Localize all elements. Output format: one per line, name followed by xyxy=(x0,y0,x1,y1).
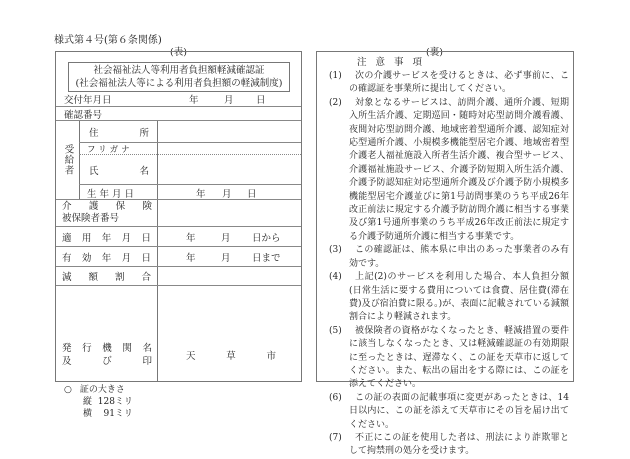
reduction-rate-row xyxy=(56,266,301,285)
insured-number-row xyxy=(56,199,301,226)
notice-item xyxy=(329,271,569,325)
notice-text: この確認証は、熊本県に申出のあった事業者のみ有効です。 xyxy=(349,245,569,269)
birth-day: 日 xyxy=(247,188,257,200)
card-title-line2: (社会福祉法人等による利用者負担額の軽減制度) xyxy=(75,78,283,89)
insured-number-label: 介 護 保 険 被保険者番号 xyxy=(62,201,152,224)
valid-year: 年 xyxy=(186,252,196,264)
front-side-label: (表) xyxy=(170,47,187,58)
notice-text: 上記(2)のサービスを利用した場合、本人負担分額(日常生活に要する費用については食費、居住費(滞在費)及び宿泊費に限る。)が、表面に記載されている減額割合により軽減されます。 xyxy=(349,272,569,323)
notice-item xyxy=(329,325,569,392)
issuer-name: 天 草 市 xyxy=(186,351,276,362)
name-row xyxy=(79,154,301,185)
notice-item xyxy=(329,244,569,271)
issue-date-label: 交付年月日 xyxy=(64,94,112,106)
notice-number: (4) xyxy=(329,272,342,283)
notice-text: 不正にこの証を使用した者は、刑法により詐欺罪として拘禁刑の処分を受けます。 xyxy=(349,432,569,457)
valid-date-label: 有 効 年 月 日 xyxy=(62,252,151,264)
notice-item xyxy=(329,70,569,97)
notice-item xyxy=(329,392,569,432)
furigana-label: フリガナ xyxy=(87,145,133,155)
front-card xyxy=(55,51,302,382)
birth-label: 生年月日 xyxy=(87,188,138,200)
notice-text: 対象となるサービスは、訪問介護、通所介護、短期入所生活介護、定期巡回・随時対応型訪問介護看護、夜間対応型訪問介護、地域密着型通所介護、認知症対応型通所介護、小規模多機能型居宅介護、地域密着型介護老人福祉施設入所者生活介護、複合型サービス、介護福祉施設サービス、介護予防短期入所生活介護、介護予防認知症対応型通所介護及び介護予防小規模多機能型居宅介護並びに第1号訪問事業のうち平成26年改正前法に規定する介護予防訪問介護に相当する事業及び第1号通所事業のうち平成26年改正前法に規定する介護予防通所介護に相当する事業です。 xyxy=(349,97,569,242)
birth-month: 月 xyxy=(222,188,232,200)
notice-text: この証の表面の記載事項に変更があったときは、14日以内に、この証を添えて天草市にその旨を届け出てください。 xyxy=(349,392,569,430)
reduction-rate-field[interactable] xyxy=(158,267,301,285)
card-title xyxy=(68,62,290,92)
width-label: 横 xyxy=(83,409,93,419)
confirm-number-field[interactable] xyxy=(116,107,296,120)
size-title: 証の大きさ xyxy=(79,385,125,395)
confirm-number-row xyxy=(56,106,301,120)
notice-list xyxy=(329,70,569,459)
name-label: 氏 名 xyxy=(89,166,149,177)
width-value: 91ミリ xyxy=(103,409,133,419)
valid-day-suffix: 日まで xyxy=(252,252,281,264)
notice-number: (5) xyxy=(329,325,342,336)
notice-item xyxy=(329,97,569,244)
notice-number: (6) xyxy=(329,392,342,403)
apply-year: 年 xyxy=(186,232,196,244)
apply-date-label: 適 用 年 月 日 xyxy=(62,232,151,244)
apply-date-row xyxy=(56,226,301,246)
notice-number: (3) xyxy=(329,245,342,256)
reduction-rate-label: 減 額 割 合 xyxy=(62,272,151,283)
address-row xyxy=(79,121,301,142)
notice-number: (1) xyxy=(329,71,342,81)
valid-month: 月 xyxy=(221,252,231,264)
notice-item xyxy=(329,432,569,459)
birth-year: 年 xyxy=(196,188,206,200)
bullet: ○ xyxy=(64,385,72,395)
address-label: 住 所 xyxy=(89,127,149,139)
insured-number-field[interactable] xyxy=(158,200,301,226)
apply-day-suffix: 日から xyxy=(252,232,281,244)
height-value: 128ミリ xyxy=(97,397,133,407)
notice-text: 次の介護サービスを受けるときは、必ず事前に、この確認証を事業所に提出してください。 xyxy=(349,71,569,95)
name-field[interactable] xyxy=(158,155,300,185)
height-label: 縦 xyxy=(83,397,93,407)
address-field[interactable] xyxy=(158,121,300,142)
recipient-group xyxy=(56,120,301,199)
notice-text: 被保険者の資格がなくなったとき、軽減措置の要件に該当しなくなったとき、又は軽減確認証の有効期限に至ったときは、遅滞なく、この証を天草市に返してください。また、転出の届出をする際には、この証を添えてください。 xyxy=(349,325,569,390)
issue-date-year: 年 xyxy=(189,94,199,106)
birth-row xyxy=(79,184,301,200)
size-note xyxy=(64,384,133,420)
form-id: 様式第４号(第６条関係) xyxy=(54,35,162,46)
issue-date-day: 日 xyxy=(256,94,266,106)
notice-number: (2) xyxy=(329,97,342,108)
notice-number: (7) xyxy=(329,432,342,443)
confirm-number-label: 確認番号 xyxy=(64,109,103,121)
card-title-line1: 社会福祉法人等利用者負担額軽減確認証 xyxy=(93,65,265,76)
issuer-row xyxy=(56,285,301,382)
issuer-label: 発 行 機 関 名 及 び 印 xyxy=(62,343,152,367)
issue-date-row xyxy=(56,92,301,105)
apply-month: 月 xyxy=(221,232,231,244)
issue-date-month: 月 xyxy=(224,94,234,106)
valid-date-row xyxy=(56,246,301,266)
back-side-label: (裏) xyxy=(426,47,443,58)
recipient-group-label: 受給者 xyxy=(62,144,74,176)
back-card: 注意事項 (1) 次の介護サービスを受けるときは、必ず事前に、この確認証を事業所に提出してください。 (2) 対象となるサービスは、訪問介護、通所介護、短期入所生活介護、定期巡回・随時対応型訪問介護看護、夜間対応型訪問介護、地域密着型通所介護、認知症対応型通所介護、小規模多機能型居宅介護、地域密着型介護老人福祉施設入所者生活介護、複合型サービス、介護福祉施設サービス、介護予防短期入所生活介護、介護予防認知症対応型通所介護及び介護予防小規模多機能型居宅介護並びに第1号訪問事業のうち平成26年改正前法に規定する介護予防訪問介護に相当する事業及び第1号通所事業のうち平成26年改正前法に規定する介護予防通所介護に相当する事業です。 (3) この確認証は、熊本県に申出のあった事業者のみ有効です。 (4) 上記(2)のサービスを利用した場合、本人負担分額(日常生活に要する費用については食費、居住費(滞在費)及び宿泊費に限る。)が、表面に記載されている減額割合により軽減されます。 (5) 被保険者の資格がなくなったとき、軽減措置の要件に該当しなくなったとき、又は軽減確認証の有効期限に至ったときは、遅滞なく、この証を天草市に返してください。また、転出の届出をする際には、この証を添えてください。 (6) この証の表面の記載事項に変更があったときは、14日以内に、この証を添えて天草市にその旨を届け出てください。 (7) 不正にこの証を使用した者は、刑法により詐欺罪として拘禁刑の処分を受けます。 xyxy=(316,51,574,382)
